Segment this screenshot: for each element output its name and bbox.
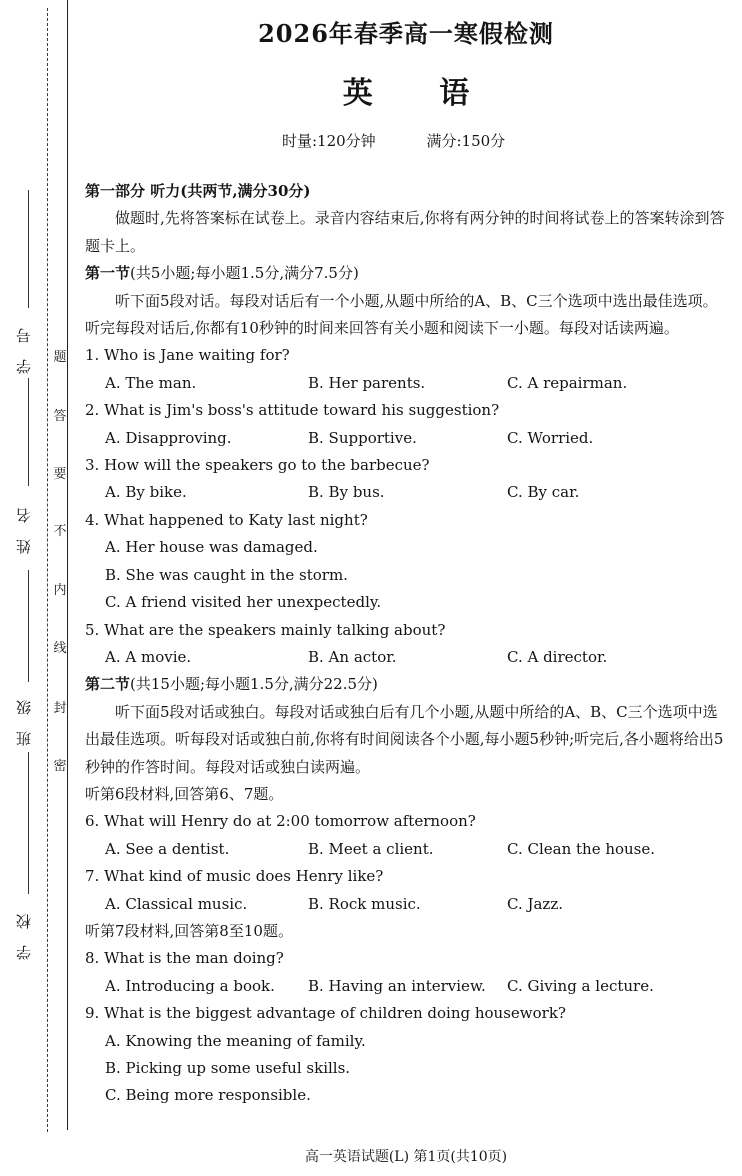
exam-title: 2026年春季高一寒假检测: [258, 19, 554, 48]
option-c[interactable]: C. Being more responsible.: [105, 1086, 311, 1105]
material-7-note: 听第7段材料,回答第8至10题。: [85, 921, 293, 940]
option-c[interactable]: C. Giving a lecture.: [507, 976, 654, 995]
option-a[interactable]: A. Disapproving.: [105, 428, 232, 447]
section2-heading: [85, 671, 730, 698]
seal-char: 密: [53, 759, 67, 774]
cut-line: [47, 8, 48, 1132]
section2-scoring: (共15小题;每小题1.5分,满分22.5分): [130, 675, 378, 694]
option-a[interactable]: A. Introducing a book.: [105, 976, 275, 995]
question-6: 6. What will Henry do at 2:00 tomorrow afternoon?: [85, 812, 476, 831]
option-b[interactable]: B. Having an interview.: [308, 976, 486, 995]
options-3: [85, 479, 730, 506]
option-c[interactable]: C. By car.: [507, 483, 580, 502]
options-8: [85, 973, 730, 1000]
exam-subject: 英 语: [342, 76, 498, 111]
page-footer: 高一英语试题(L) 第1页(共10页): [304, 1149, 508, 1165]
seal-char: 题: [53, 350, 67, 365]
student-id-label: 学号: [15, 312, 33, 374]
options-5: [85, 644, 730, 671]
section1-instruction: 听下面5段对话。每段对话后有一个小题,从题中所给的A、B、C三个选项中选出最佳选项。听完每段对话后,你都有10秒钟的时间来回答有关小题和阅读下一小题。每段对话读两遍。: [85, 291, 718, 338]
option-a[interactable]: A. Her house was damaged.: [105, 538, 318, 557]
question-5: 5. What are the speakers mainly talking about?: [85, 620, 446, 639]
time-limit: 时量:120分钟: [282, 132, 376, 150]
full-score: 满分:150分: [426, 132, 506, 150]
option-a[interactable]: A. By bike.: [105, 483, 187, 502]
option-b[interactable]: B. An actor.: [308, 647, 397, 666]
school-blank[interactable]: [28, 752, 29, 894]
exam-content: [85, 178, 730, 1110]
question-8: 8. What is the man doing?: [85, 949, 284, 968]
class-blank[interactable]: [28, 570, 29, 682]
seal-char: 不: [53, 524, 67, 539]
section2-title: 第二节: [85, 675, 131, 694]
options-6: [85, 836, 730, 863]
option-c[interactable]: C. Worried.: [507, 428, 594, 447]
option-c[interactable]: C. A friend visited her unexpectedly.: [105, 593, 382, 612]
question-3: 3. How will the speakers go to the barbecue?: [85, 456, 430, 475]
option-b[interactable]: B. She was caught in the storm.: [105, 565, 348, 584]
part1-instruction: 做题时,先将答案标在试卷上。录音内容结束后,你将有两分钟的时间将试卷上的答案转涂到答题卡上。: [85, 209, 725, 255]
section1-scoring: (共5小题;每小题1.5分,满分7.5分): [130, 264, 359, 283]
seal-char: 要: [53, 467, 67, 482]
option-a[interactable]: A. A movie.: [105, 647, 192, 666]
option-b[interactable]: B. Meet a client.: [308, 839, 434, 858]
options-7: [85, 891, 730, 918]
options-1: [85, 370, 730, 397]
seal-char: 线: [53, 641, 67, 656]
option-c[interactable]: C. Jazz.: [507, 894, 564, 913]
question-7: 7. What kind of music does Henry like?: [85, 867, 384, 886]
option-b[interactable]: B. Picking up some useful skills.: [105, 1059, 351, 1077]
options-2: [85, 425, 730, 452]
question-2: 2. What is Jim's boss's attitude toward his suggestion?: [85, 401, 500, 420]
binding-margin: [0, 0, 70, 1176]
option-b[interactable]: B. By bus.: [308, 483, 385, 502]
school-label: 学校: [15, 898, 33, 960]
name-label: 姓名: [15, 492, 33, 554]
option-b[interactable]: B. Supportive.: [308, 428, 417, 447]
seal-char: 内: [53, 583, 67, 598]
question-1: 1. Who is Jane waiting for?: [85, 346, 290, 365]
option-a[interactable]: A. The man.: [105, 373, 197, 392]
exam-meta: [282, 130, 551, 151]
part1-heading: 第一部分 听力(共两节,满分30分): [85, 182, 311, 200]
option-c[interactable]: C. A repairman.: [507, 373, 628, 392]
option-b[interactable]: B. Her parents.: [308, 373, 426, 392]
option-a[interactable]: A. Classical music.: [105, 894, 248, 913]
class-label: 班级: [15, 684, 33, 746]
material-6-note: 听第6段材料,回答第6、7题。: [85, 784, 284, 803]
question-9: 9. What is the biggest advantage of children doing housework?: [85, 1004, 566, 1023]
option-c[interactable]: C. Clean the house.: [507, 839, 656, 858]
option-a[interactable]: A. See a dentist.: [105, 839, 230, 858]
margin-rule: [67, 0, 68, 1130]
seal-char: 答: [53, 409, 67, 424]
section1-heading: [85, 260, 730, 287]
section1-title: 第一节: [85, 264, 131, 283]
seal-char: 封: [53, 701, 67, 716]
section2-instruction: 听下面5段对话或独白。每段对话或独白后有几个小题,从题中所给的A、B、C三个选项中选出最佳选项。听每段对话或独白前,你将有时间阅读各个小题,每小题5秒钟;听完后,各小题将给出5秒钟的作答时间。每段对话或独白读两遍。: [85, 702, 724, 776]
student-id-blank[interactable]: [28, 190, 29, 308]
option-b[interactable]: B. Rock music.: [308, 894, 421, 913]
question-4: 4. What happened to Katy last night?: [85, 510, 368, 529]
option-a[interactable]: A. Knowing the meaning of family.: [105, 1031, 366, 1050]
option-c[interactable]: C. A director.: [507, 647, 608, 666]
name-blank[interactable]: [28, 378, 29, 486]
